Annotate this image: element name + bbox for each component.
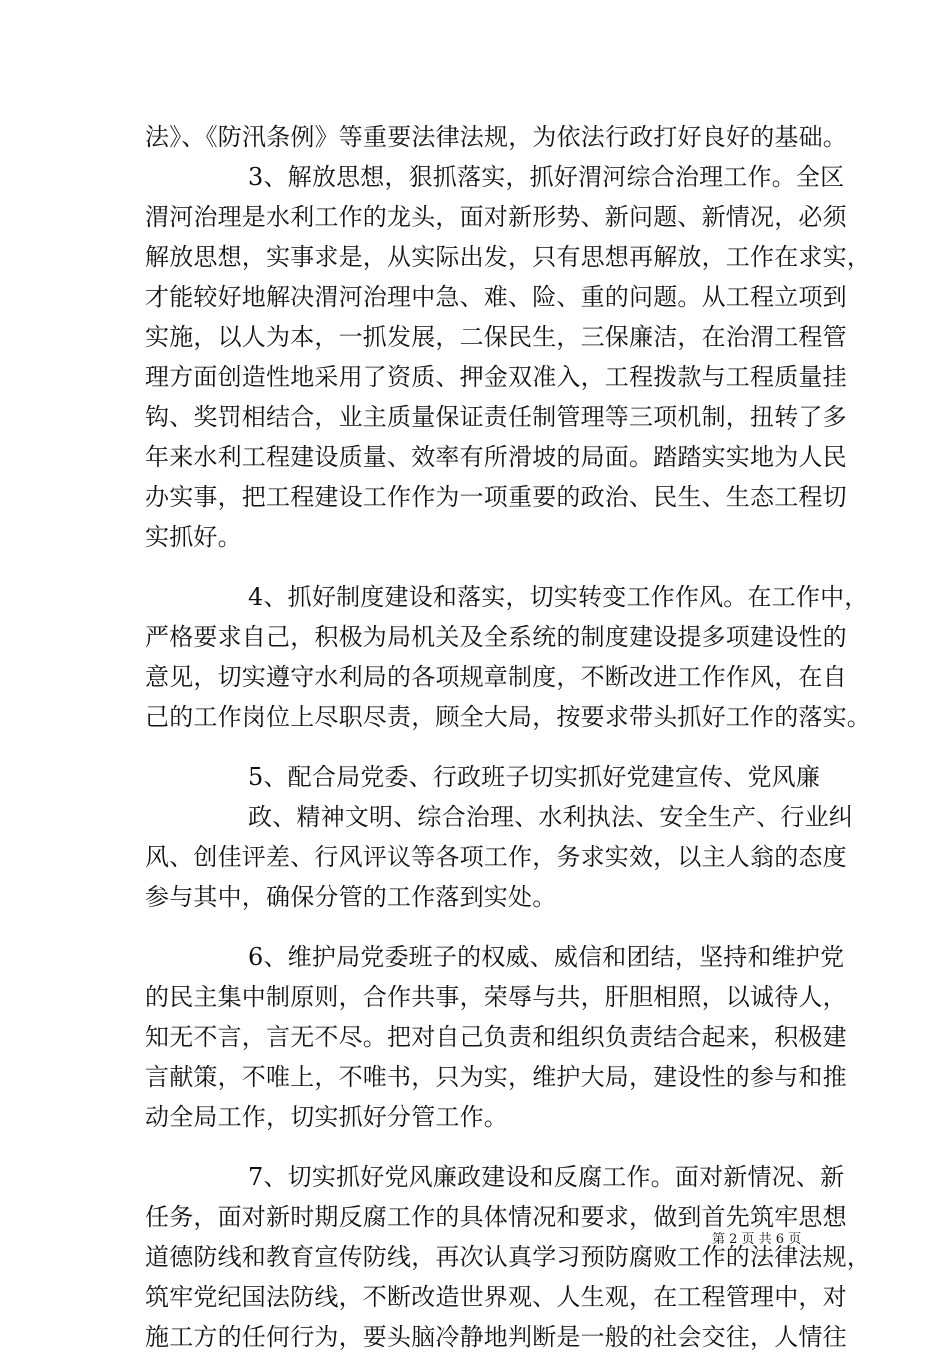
- text-line: 实施，以人为本，一抓发展，二保民生，三保廉洁，在治渭工程管: [145, 323, 847, 351]
- text-line: 理方面创造性地采用了资质、押金双准入，工程拨款与工程质量挂: [145, 363, 847, 391]
- text-line: 6、维护局党委班子的权威、威信和团结，坚持和维护党: [248, 943, 845, 971]
- text-line: 3、解放思想，狠抓落实，抓好渭河综合治理工作。全区: [248, 163, 845, 191]
- text-line: 年来水利工程建设质量、效率有所滑坡的局面。踏踏实实地为人民: [145, 443, 847, 471]
- text-line: 言献策，不唯上，不唯书，只为实，维护大局，建设性的参与和推: [145, 1063, 847, 1091]
- page-number: 第 2 页 共 6 页: [712, 1232, 802, 1247]
- text-line: 渭河治理是水利工作的龙头，面对新形势、新问题、新情况，必须: [145, 203, 847, 231]
- text-line: 己的工作岗位上尽职尽责，顾全大局，按要求带头抓好工作的落实。: [145, 703, 871, 731]
- text-line: 施工方的任何行为，要头脑冷静地判断是一般的社会交往，人情往: [145, 1323, 847, 1351]
- text-line: 办实事，把工程建设工作作为一项重要的政治、民生、生态工程切: [145, 483, 847, 511]
- text-line: 7、切实抓好党风廉政建设和反腐工作。面对新情况、新: [248, 1163, 845, 1191]
- text-line: 知无不言，言无不尽。把对自己负责和组织负责结合起来，积极建: [145, 1023, 847, 1051]
- text-line: 实抓好。: [145, 523, 242, 551]
- text-line: 法》、《防汛条例》等重要法律法规，为依法行政打好良好的基础。: [145, 123, 847, 151]
- text-line: 意见，切实遵守水利局的各项规章制度，不断改进工作作风，在自: [145, 663, 847, 691]
- text-line: 5、配合局党委、行政班子切实抓好党建宣传、党风廉: [248, 763, 821, 791]
- text-line: 动全局工作，切实抓好分管工作。: [145, 1103, 508, 1131]
- text-line: 的民主集中制原则，合作共事，荣辱与共，肝胆相照，以诚待人，: [145, 983, 847, 1011]
- text-line: 钩、奖罚相结合，业主质量保证责任制管理等三项机制，扭转了多: [145, 403, 847, 431]
- text-line: 解放思想，实事求是，从实际出发，只有思想再解放，工作在求实，: [145, 243, 871, 271]
- text-line: 严格要求自己，积极为局机关及全系统的制度建设提多项建设性的: [145, 623, 847, 651]
- text-line: 参与其中，确保分管的工作落到实处。: [145, 883, 557, 911]
- text-line: 筑牢党纪国法防线，不断改造世界观、人生观，在工程管理中，对: [145, 1283, 847, 1311]
- text-line: 风、创佳评差、行风评议等各项工作，务求实效，以主人翁的态度: [145, 843, 847, 871]
- text-line: 任务，面对新时期反腐工作的具体情况和要求，做到首先筑牢思想: [145, 1203, 847, 1231]
- text-line: 才能较好地解决渭河治理中急、难、险、重的问题。从工程立项到: [145, 283, 847, 311]
- text-line: 政、精神文明、综合治理、水利执法、安全生产、行业纠: [248, 803, 853, 831]
- text-line: 4、抓好制度建设和落实，切实转变工作作风。在工作中，: [248, 583, 869, 611]
- text-line: 道德防线和教育宣传防线，再次认真学习预防腐败工作的法律法规，: [145, 1243, 871, 1271]
